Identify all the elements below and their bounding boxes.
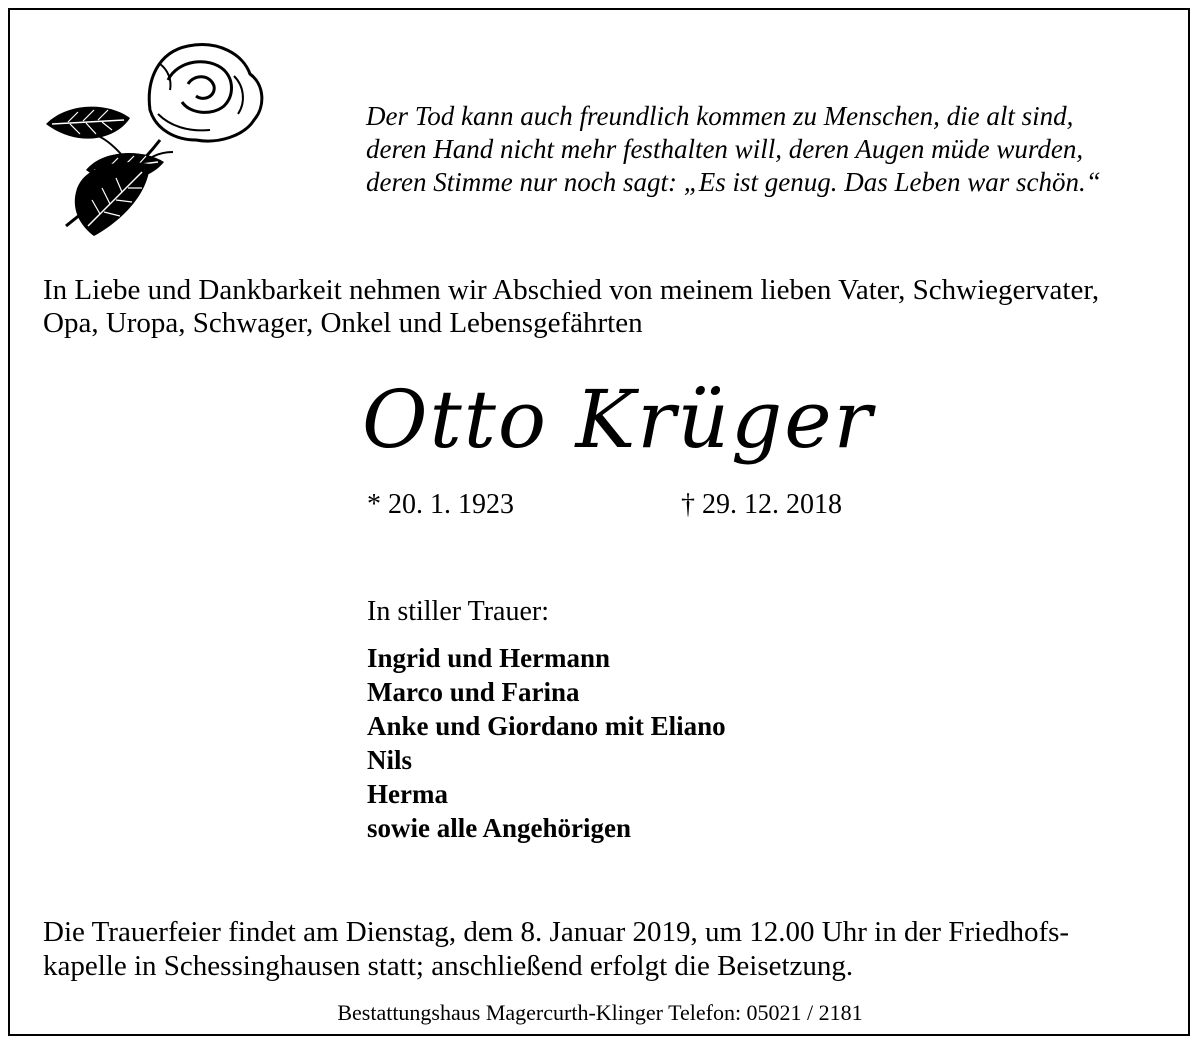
intro-line: In Liebe und Dankbarkeit nehmen wir Abschied von meinem lieben Vater, Schwiegervater,: [43, 274, 1100, 306]
ceremony-line: kapelle in Schessinghausen statt; anschließend erfolgt die Beisetzung.: [43, 950, 854, 982]
mourner-name: Nils: [367, 745, 413, 775]
ceremony-line: Die Trauerfeier findet am Dienstag, dem 8. Januar 2019, um 12.00 Uhr in der Friedhofs-: [43, 916, 1070, 948]
intro-text: [43, 274, 1173, 340]
funeral-home-footer: Bestattungshaus Magercurth-Klinger Telefon: 05021 / 2181: [337, 1000, 863, 1025]
rose-icon: [38, 40, 274, 240]
mourner-name: Ingrid und Hermann: [367, 643, 611, 673]
ceremony-text: [43, 915, 1173, 983]
mourner-name: Marco und Farina: [367, 677, 580, 707]
mourner-name: Anke und Giordano mit Eliano: [367, 711, 726, 741]
quote-line: Der Tod kann auch freundlich kommen zu Menschen, die alt sind,: [366, 101, 1074, 131]
quote-line: deren Hand nicht mehr festhalten will, deren Augen müde wurden,: [366, 134, 1084, 164]
deceased-name: Otto Krüger: [362, 373, 874, 466]
birth-date: * 20. 1. 1923: [367, 489, 514, 520]
quote-line: deren Stimme nur noch sagt: „Es ist genug. Das Leben war schön.“: [366, 167, 1101, 197]
mourning-heading: In stiller Trauer:: [367, 596, 549, 627]
mourner-name: sowie alle Angehörigen: [367, 813, 631, 843]
intro-line: Opa, Uropa, Schwager, Onkel und Lebensgefährten: [43, 307, 643, 339]
death-date: † 29. 12. 2018: [681, 489, 842, 520]
mourners-list: [367, 641, 726, 845]
quote: [366, 100, 1166, 199]
mourner-name: Herma: [367, 779, 448, 809]
